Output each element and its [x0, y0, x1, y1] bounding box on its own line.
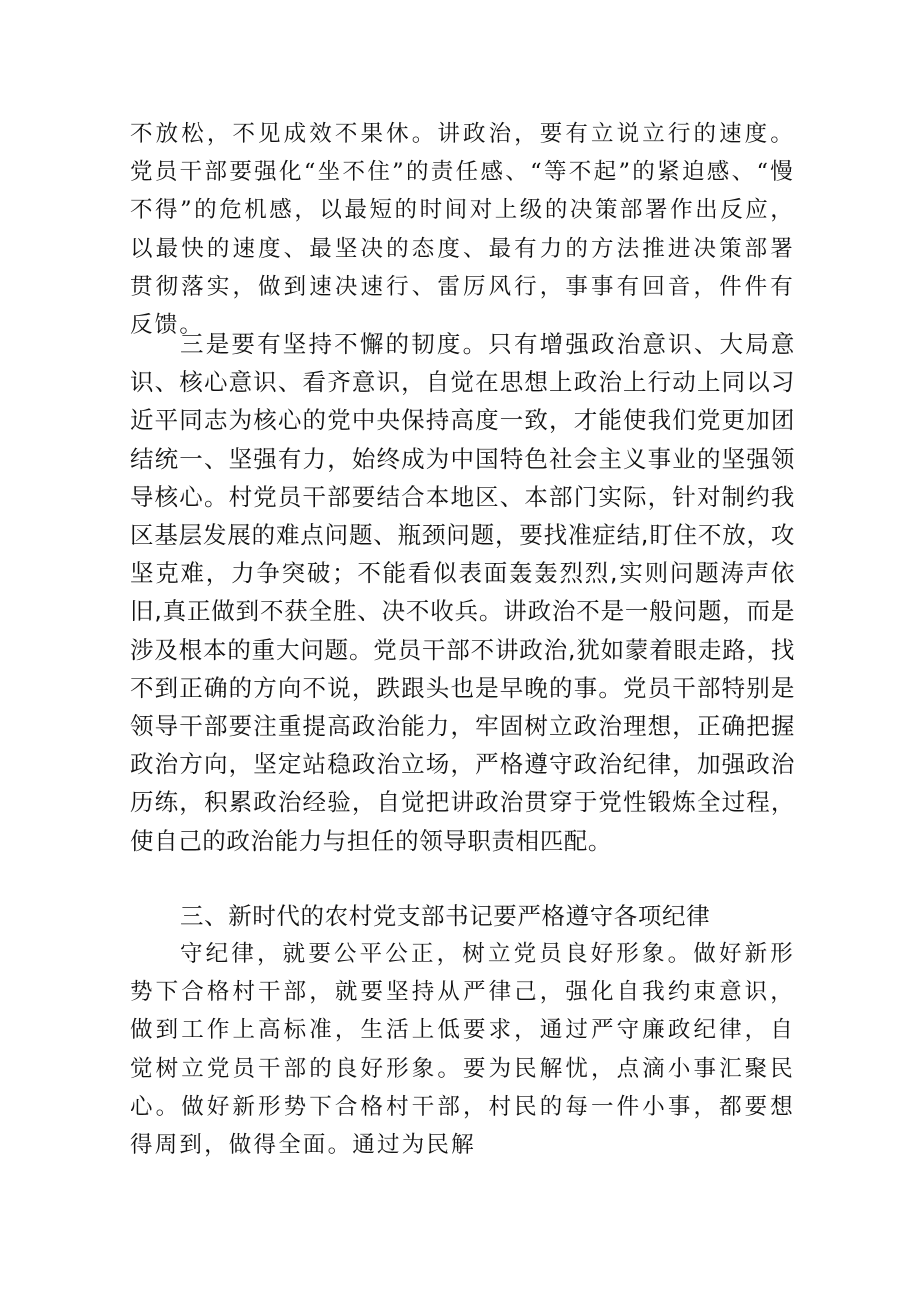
paragraph-keep-discipline: 守纪律，就要公平公正，树立党员良好形象。做好新形势下合格村干部，就要坚持从严律己，强化自我约束意识，做到工作上高标准，生活上低要求，通过严守廉政纪律，自觉树立党员干部的良好形象。要为民解忧，点滴小事汇聚民心。做好新形势下合格村干部，村民的每一件小事，都要想得周到，做得全面。通过为民解 — [130, 941, 795, 1159]
paragraph-speed-of-action: 不放松，不见成效不果休。讲政治，要有立说立行的速度。党员干部要强化“坐不住”的责任感、“等不起”的紧迫感、“慢不得”的危机感，以最短的时间对上级的决策部署作出反应，以最快的速度、最坚决的态度、最有力的方法推进决策部署贯彻落实，做到速决速行、雷厉风行，事事有回音，件件有反馈。 — [130, 121, 795, 339]
paragraph-perseverance: 三是要有坚持不懈的韧度。只有增强政治意识、大局意识、核心意识、看齐意识，自觉在思想上政治上行动上同以习近平同志为核心的党中央保持高度一致，才能使我们党更加团结统一、坚强有力，始终成为中国特色社会主义事业的坚强领导核心。村党员干部要结合本地区、本部门实际，针对制约我区基层发展的难点问题、瓶颈问题，要找准症结,盯住不放，攻坚克难，力争突破；不能看似表面轰轰烈烈,实则问题涛声依旧,真正做到不获全胜、决不收兵。讲政治不是一般问题，而是涉及根本的重大问题。党员干部不讲政治,犹如蒙着眼走路，找不到正确的方向不说，跌跟头也是早晚的事。党员干部特别是领导干部要注重提高政治能力，牢固树立政治理想，正确把握政治方向，坚定站稳政治立场，严格遵守政治纪律，加强政治历练，积累政治经验，自觉把讲政治贯穿于党性锻炼全过程，使自己的政治能力与担任的领导职责相匹配。 — [130, 330, 795, 855]
section-heading-discipline: 三、新时代的农村党支部书记要严格遵守各项纪律 — [180, 902, 711, 930]
